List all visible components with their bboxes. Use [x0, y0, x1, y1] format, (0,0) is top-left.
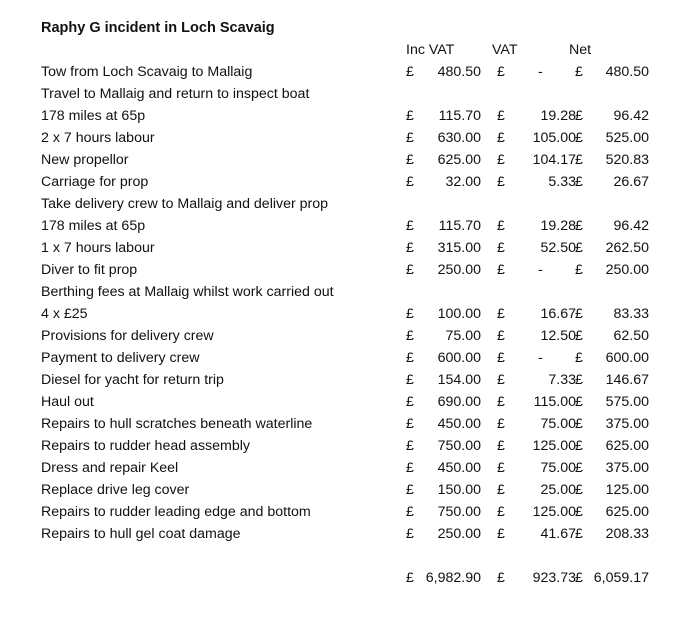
- table-row: [0, 240, 699, 262]
- table-row: [0, 306, 699, 328]
- vat-value: 75.00: [540, 416, 576, 432]
- vat-value: 52.50: [540, 240, 576, 256]
- row-description: Berthing fees at Mallaig whilst work carried out: [41, 284, 334, 300]
- inc-vat-value: 450.00: [437, 416, 481, 432]
- row-description: Diver to fit prop: [41, 262, 138, 278]
- table-row: [0, 416, 699, 438]
- inc-vat-value: 115.70: [438, 108, 481, 124]
- currency-symbol: £: [497, 108, 505, 124]
- currency-symbol: £: [575, 328, 583, 344]
- row-description: Haul out: [41, 394, 94, 410]
- inc-vat-value: 75.00: [445, 328, 481, 344]
- currency-symbol: £: [575, 174, 583, 190]
- currency-symbol: £: [497, 460, 505, 476]
- net-value: 125.00: [605, 482, 649, 498]
- currency-symbol: £: [575, 570, 583, 586]
- net-value: 83.33: [613, 306, 649, 322]
- table-row: [0, 284, 699, 306]
- currency-symbol: £: [406, 64, 414, 80]
- currency-symbol: £: [497, 372, 505, 388]
- currency-symbol: £: [575, 482, 583, 498]
- table-row: [0, 174, 699, 196]
- net-value: 375.00: [605, 416, 649, 432]
- currency-symbol: £: [497, 526, 505, 542]
- inc-vat-value: 250.00: [437, 262, 481, 278]
- net-value: 146.67: [605, 372, 649, 388]
- inc-vat-value: 750.00: [437, 504, 481, 520]
- currency-symbol: £: [575, 416, 583, 432]
- currency-symbol: £: [406, 108, 414, 124]
- currency-symbol: £: [497, 152, 505, 168]
- row-description: Tow from Loch Scavaig to Mallaig: [41, 64, 253, 80]
- currency-symbol: £: [497, 240, 505, 256]
- table-row: [0, 262, 699, 284]
- table-row: [0, 152, 699, 174]
- currency-symbol: £: [497, 174, 505, 190]
- inc-vat-value: 32.00: [445, 174, 481, 190]
- totals-row: [0, 570, 699, 592]
- table-row: [0, 86, 699, 108]
- inc-vat-value: 315.00: [437, 240, 481, 256]
- net-value: 96.42: [613, 218, 649, 234]
- currency-symbol: £: [575, 526, 583, 542]
- net-value: 575.00: [605, 394, 649, 410]
- table-row: [0, 438, 699, 460]
- row-description: New propellor: [41, 152, 129, 168]
- currency-symbol: £: [497, 262, 505, 278]
- net-value: 520.83: [605, 152, 649, 168]
- currency-symbol: £: [497, 328, 505, 344]
- vat-value: 41.67: [540, 526, 576, 542]
- vat-value: 19.28: [540, 108, 576, 124]
- currency-symbol: £: [497, 64, 505, 80]
- currency-symbol: £: [406, 306, 414, 322]
- inc-vat-value: 600.00: [437, 350, 481, 366]
- table-row: [0, 460, 699, 482]
- currency-symbol: £: [575, 394, 583, 410]
- net-value: 525.00: [605, 130, 649, 146]
- vat-value: 105.00: [532, 130, 576, 146]
- row-description: Diesel for yacht for return trip: [41, 372, 224, 388]
- total-inc-vat: 6,982.90: [425, 570, 481, 586]
- table-row: [0, 108, 699, 130]
- table-row: [0, 328, 699, 350]
- currency-symbol: £: [497, 394, 505, 410]
- header-inc-vat: Inc VAT: [406, 42, 455, 58]
- currency-symbol: £: [497, 570, 505, 586]
- net-value: 625.00: [605, 504, 649, 520]
- row-description: Replace drive leg cover: [41, 482, 190, 498]
- currency-symbol: £: [497, 504, 505, 520]
- currency-symbol: £: [497, 350, 505, 366]
- vat-value: -: [538, 64, 543, 80]
- net-value: 62.50: [613, 328, 649, 344]
- currency-symbol: £: [406, 460, 414, 476]
- inc-vat-value: 625.00: [437, 152, 481, 168]
- table-row: [0, 130, 699, 152]
- vat-value: 125.00: [532, 438, 576, 454]
- currency-symbol: £: [575, 372, 583, 388]
- inc-vat-value: 154.00: [437, 372, 481, 388]
- net-value: 262.50: [605, 240, 649, 256]
- currency-symbol: £: [406, 218, 414, 234]
- net-value: 375.00: [605, 460, 649, 476]
- document-title: Raphy G incident in Loch Scavaig: [41, 20, 275, 36]
- row-description: Travel to Mallaig and return to inspect boat: [41, 86, 310, 102]
- currency-symbol: £: [497, 130, 505, 146]
- currency-symbol: £: [497, 218, 505, 234]
- table-row: [0, 218, 699, 240]
- row-description: Repairs to rudder head assembly: [41, 438, 250, 454]
- row-description: Provisions for delivery crew: [41, 328, 214, 344]
- table-row: [0, 526, 699, 548]
- inc-vat-value: 690.00: [437, 394, 481, 410]
- inc-vat-value: 450.00: [437, 460, 481, 476]
- vat-value: 75.00: [540, 460, 576, 476]
- currency-symbol: £: [497, 416, 505, 432]
- currency-symbol: £: [406, 130, 414, 146]
- inc-vat-value: 480.50: [437, 64, 481, 80]
- row-description: Take delivery crew to Mallaig and deliver prop: [41, 196, 329, 212]
- row-description: 178 miles at 65p: [41, 218, 146, 234]
- inc-vat-value: 630.00: [437, 130, 481, 146]
- currency-symbol: £: [575, 504, 583, 520]
- vat-value: 125.00: [532, 504, 576, 520]
- inc-vat-value: 750.00: [437, 438, 481, 454]
- vat-value: 19.28: [540, 218, 576, 234]
- header-net: Net: [569, 42, 592, 58]
- currency-symbol: £: [406, 174, 414, 190]
- currency-symbol: £: [406, 504, 414, 520]
- net-value: 96.42: [613, 108, 649, 124]
- row-description: Carriage for prop: [41, 174, 149, 190]
- currency-symbol: £: [406, 394, 414, 410]
- currency-symbol: £: [497, 482, 505, 498]
- currency-symbol: £: [406, 372, 414, 388]
- currency-symbol: £: [497, 438, 505, 454]
- table-row: [0, 504, 699, 526]
- currency-symbol: £: [406, 438, 414, 454]
- currency-symbol: £: [575, 152, 583, 168]
- row-description: 2 x 7 hours labour: [41, 130, 155, 146]
- inc-vat-value: 250.00: [437, 526, 481, 542]
- row-description: Repairs to hull scratches beneath waterline: [41, 416, 313, 432]
- table-row: [0, 482, 699, 504]
- vat-value: -: [538, 350, 543, 366]
- table-row: [0, 64, 699, 86]
- row-description: Repairs to hull gel coat damage: [41, 526, 241, 542]
- currency-symbol: £: [575, 108, 583, 124]
- currency-symbol: £: [575, 64, 583, 80]
- vat-value: 115.00: [533, 394, 576, 410]
- net-value: 26.67: [613, 174, 649, 190]
- vat-value: 16.67: [540, 306, 576, 322]
- row-description: Dress and repair Keel: [41, 460, 179, 476]
- table-row: [0, 394, 699, 416]
- currency-symbol: £: [575, 262, 583, 278]
- row-description: 1 x 7 hours labour: [41, 240, 155, 256]
- currency-symbol: £: [406, 416, 414, 432]
- vat-value: 25.00: [540, 482, 576, 498]
- row-description: Repairs to rudder leading edge and bottom: [41, 504, 311, 520]
- net-value: 208.33: [605, 526, 649, 542]
- table-row: [0, 350, 699, 372]
- net-value: 600.00: [605, 350, 649, 366]
- currency-symbol: £: [406, 526, 414, 542]
- net-value: 625.00: [605, 438, 649, 454]
- net-value: 250.00: [605, 262, 649, 278]
- currency-symbol: £: [406, 570, 414, 586]
- currency-symbol: £: [575, 460, 583, 476]
- vat-value: 104.17: [532, 152, 576, 168]
- inc-vat-value: 100.00: [437, 306, 481, 322]
- currency-symbol: £: [406, 482, 414, 498]
- total-net: 6,059.17: [593, 570, 649, 586]
- currency-symbol: £: [497, 306, 505, 322]
- vat-value: 7.33: [548, 372, 576, 388]
- currency-symbol: £: [406, 262, 414, 278]
- currency-symbol: £: [406, 240, 414, 256]
- currency-symbol: £: [575, 218, 583, 234]
- currency-symbol: £: [575, 438, 583, 454]
- inc-vat-value: 115.70: [438, 218, 481, 234]
- table-row: [0, 196, 699, 218]
- table-row: [0, 372, 699, 394]
- currency-symbol: £: [406, 350, 414, 366]
- currency-symbol: £: [406, 152, 414, 168]
- currency-symbol: £: [575, 130, 583, 146]
- header-vat: VAT: [492, 42, 518, 58]
- currency-symbol: £: [575, 306, 583, 322]
- total-vat: 923.73: [532, 570, 576, 586]
- row-description: Payment to delivery crew: [41, 350, 200, 366]
- currency-symbol: £: [575, 350, 583, 366]
- currency-symbol: £: [406, 328, 414, 344]
- vat-value: -: [538, 262, 543, 278]
- inc-vat-value: 150.00: [437, 482, 481, 498]
- row-description: 178 miles at 65p: [41, 108, 146, 124]
- currency-symbol: £: [575, 240, 583, 256]
- vat-value: 12.50: [540, 328, 576, 344]
- row-description: 4 x £25: [41, 306, 88, 322]
- vat-value: 5.33: [548, 174, 576, 190]
- net-value: 480.50: [605, 64, 649, 80]
